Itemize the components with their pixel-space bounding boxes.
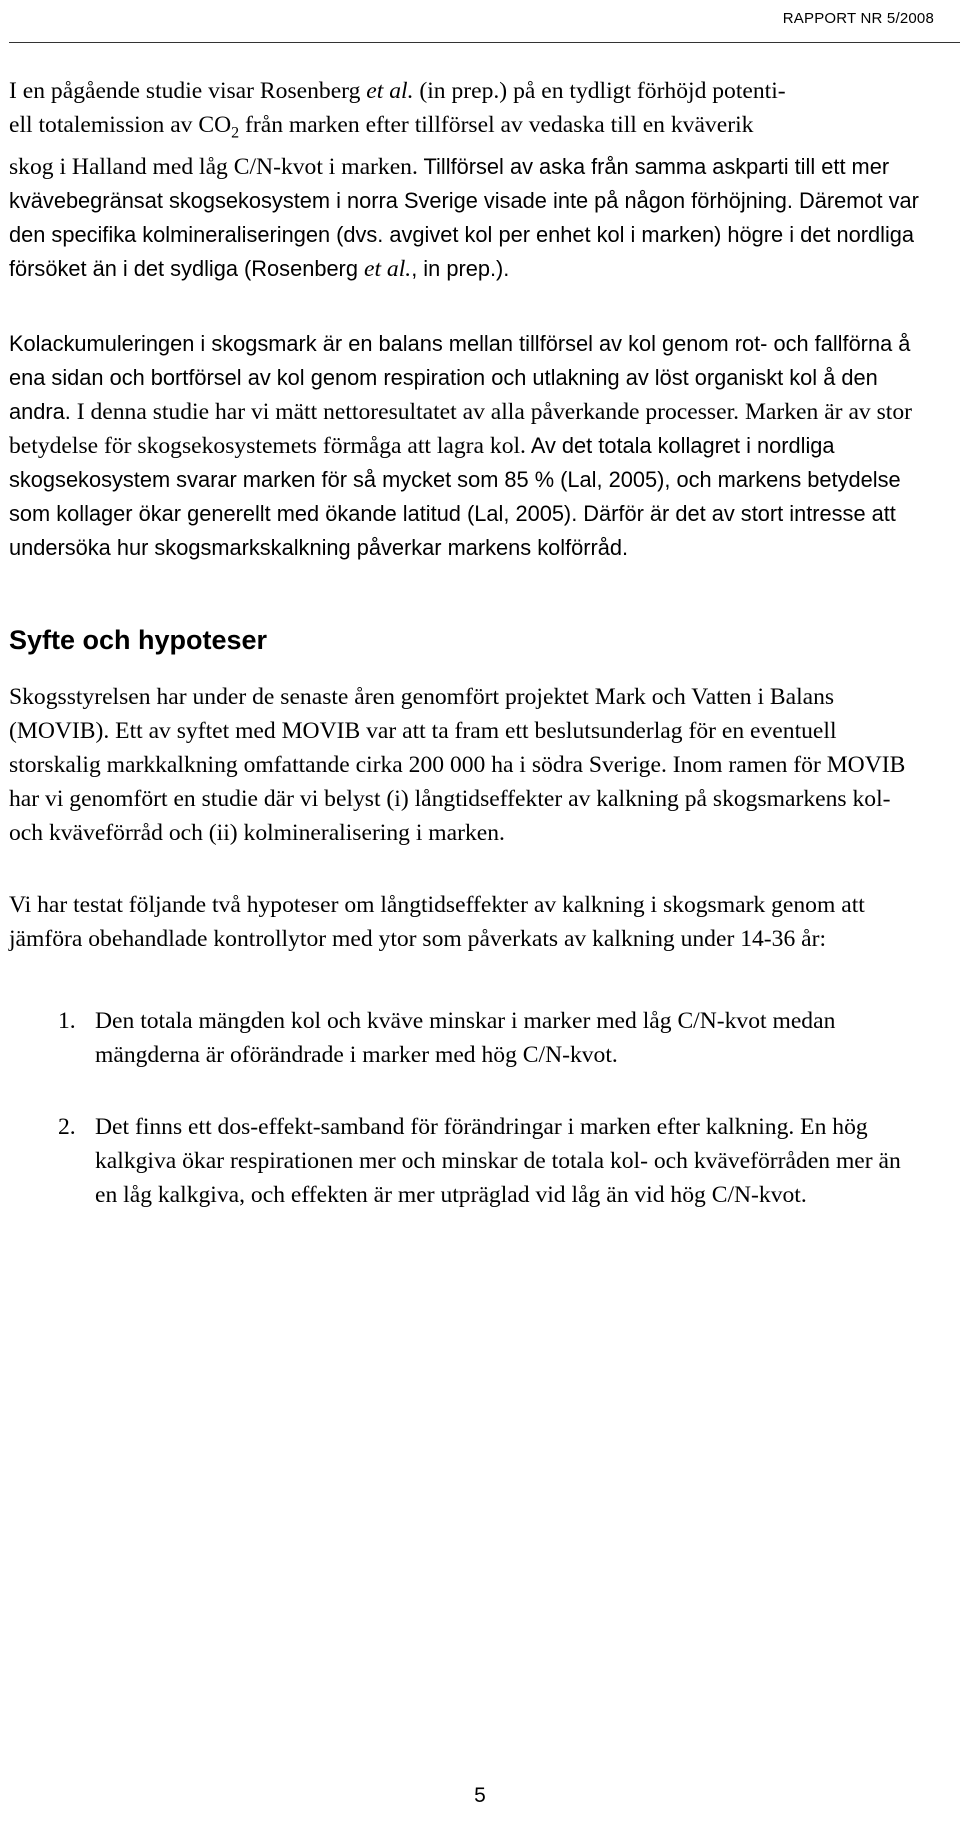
running-header: RAPPORT NR 5/2008 [782, 10, 934, 27]
paragraph-carbon-accumulation [9, 327, 924, 565]
text-run: I en pågående studie visar Rosenberg [9, 78, 367, 104]
citation-et-al: et al. [366, 78, 414, 104]
hypotheses-list [9, 1004, 924, 1212]
text-run: , in prep.). [411, 256, 510, 282]
paragraph-movib: Skogsstyrelsen har under de senaste åren genomfört projektet Mark och Vatten i Balans (MOVIB). Ett av syftet med MOVIB var att ta fram ett beslutsunderlag för en eventuell storskalig markkalkning omfattande cirka 200 000 ha i södra Sverige. Inom ramen för MOVIB har vi genomfört en studie där vi belyst (i) långtidseffekter av kalkning på skogsmarkens kol- och kväveförråd och (ii) kolmineralisering i marken. [9, 684, 906, 847]
list-item-text: Det finns ett dos-effekt-samband för förändringar i marken efter kalkning. En hög kalkgiva ökar respirationen mer och minskar de totala kol- och kväveförråden mer än en låg kalkgiva, och effekten är mer utpräglad vid låg än vid hög C/N-kvot. [95, 1114, 901, 1209]
text-run: Kolackumuleringen i skogsmark är en balans mellan tillförsel av kol genom rot- och fallförna å ena sidan och bortförsel av kol genom respiration och utlakning av löst organiskt kol å den andra. [9, 331, 911, 425]
text-run: ell totalemission av CO [9, 112, 232, 138]
paragraph-rosenberg-study [9, 74, 924, 286]
list-item [9, 1110, 924, 1212]
text-run: I denna studie har vi mätt nettoresultatet av alla påverkande processer. Marken är av stor betydelse för skogsekosystemets förmåga att lagra kol. [9, 399, 912, 460]
list-number: 1. [58, 1008, 76, 1035]
paragraph-hypotheses-intro: Vi har testat följande två hypoteser om långtidseffekter av kalkning i skogsmark genom att jämföra obehandlade kontrollytor med ytor som påverkats av kalkning under 14-36 år: [9, 892, 865, 953]
page-number: 5 [474, 1784, 486, 1807]
section-heading: Syfte och hypoteser [9, 625, 268, 656]
citation-et-al: et al. [364, 256, 412, 283]
text-run: skog i Halland med låg C/N-kvot i marken. [9, 154, 418, 181]
list-item-text: Den totala mängden kol och kväve minskar i marker med låg C/N-kvot medan mängderna är oförändrade i marker med hög C/N-kvot. [95, 1008, 836, 1069]
text-run: från marken efter tillförsel av vedaska till en kväverik [239, 112, 754, 138]
text-run: (in prep.) på en tydligt förhöjd potenti- [413, 78, 786, 104]
text-run: Tillförsel av aska från samma askparti till ett mer kvävebegränsat skogsekosystem i norra Sverige visade inte på någon förhöjning. Däremot var den specifika kolmineraliseringen (dvs. avgivet kol per enhet kol i marken) högre i det nordliga försöket än i det sydliga (Rosenberg [9, 154, 919, 282]
page-body [9, 74, 924, 1212]
subscript-2: 2 [231, 124, 240, 142]
header-rule [9, 42, 960, 43]
text-run: Av det totala kollagret i nordliga skogsekosystem svarar marken för så mycket som 85 % (Lal, 2005), och markens betydelse som kollager ökar generellt med ökande latitud (Lal, 2005). Därför är det av stort intresse att undersöka hur skogsmarkskalkning påverkar markens kolförråd. [9, 433, 901, 561]
list-number: 2. [58, 1114, 76, 1141]
list-item [9, 1004, 924, 1072]
